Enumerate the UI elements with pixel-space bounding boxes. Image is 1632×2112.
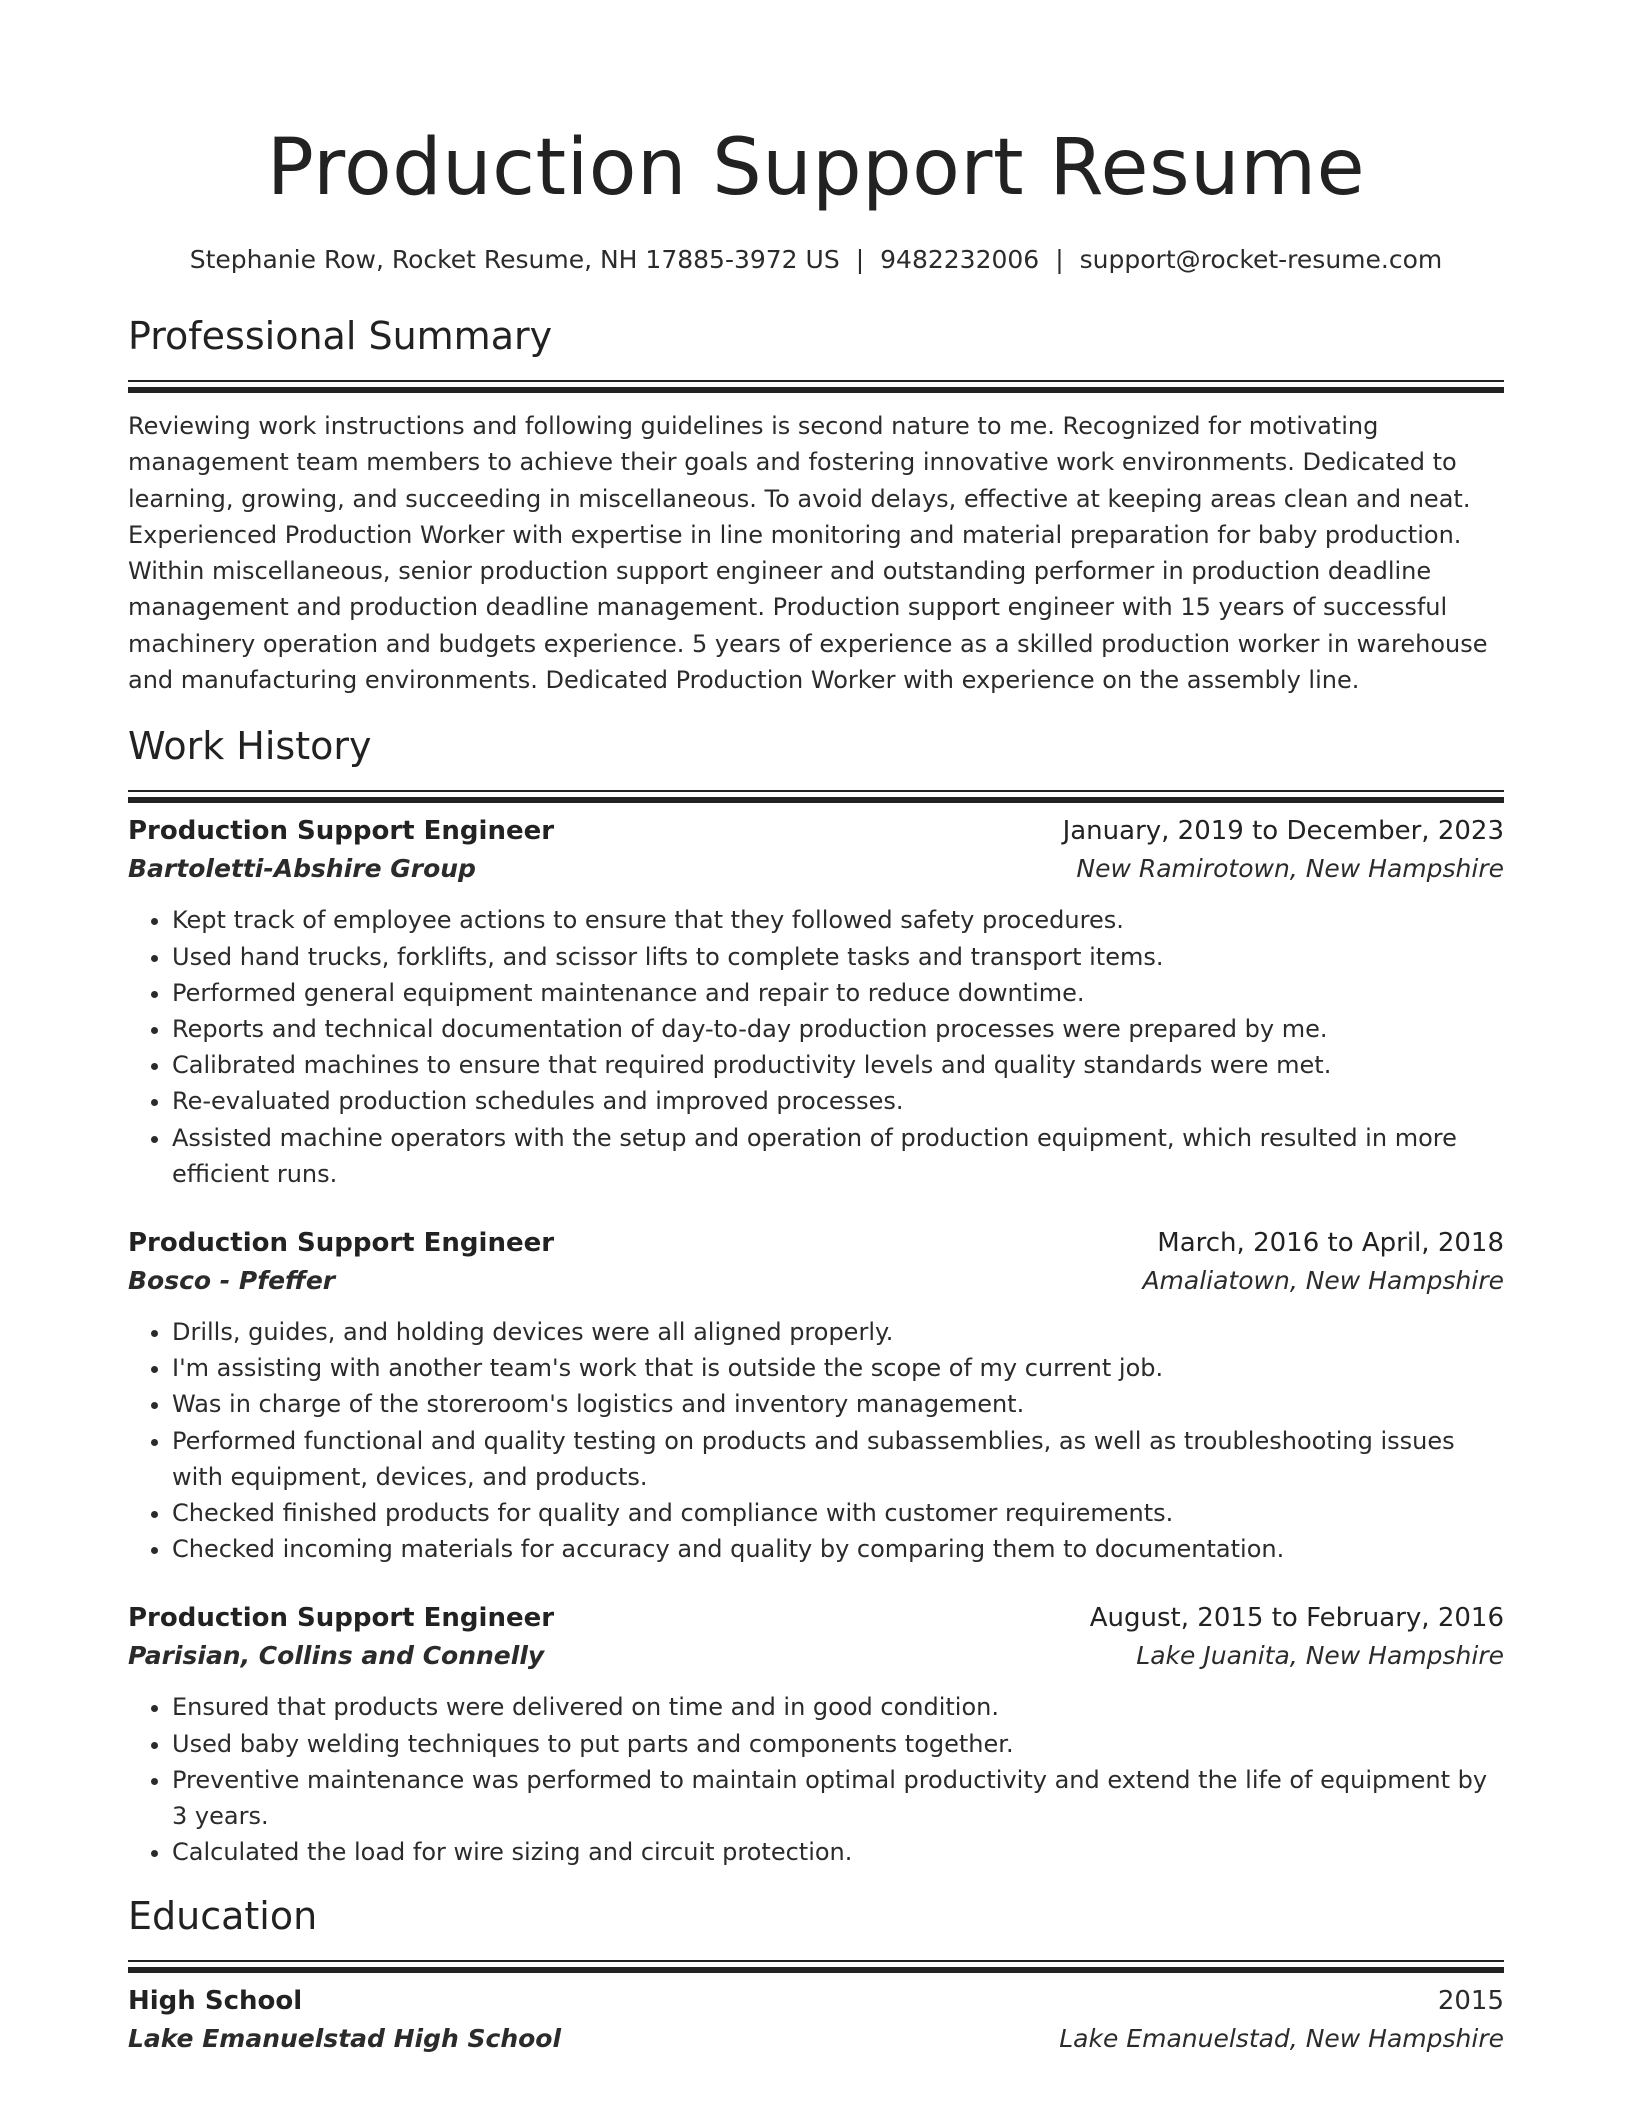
job-location: Amaliatown, New Hampshire xyxy=(1142,1266,1504,1295)
document-title: Production Support Resume xyxy=(266,123,1366,213)
job-duties-list xyxy=(128,1314,1504,1567)
work-history-section xyxy=(128,722,1504,1870)
job-duty: • Calibrated machines to ensure that required productivity levels and quality standards were met. xyxy=(172,1047,1504,1083)
job-dates: August, 2015 to February, 2016 xyxy=(1089,1603,1504,1634)
job-entry xyxy=(128,812,1504,1192)
job-header xyxy=(128,1224,1504,1262)
summary-section xyxy=(128,312,1504,698)
job-duty: • I'm assisting with another team's work that is outside the scope of my current job. xyxy=(172,1350,1504,1386)
summary-heading: Professional Summary xyxy=(128,314,553,358)
education-subheader xyxy=(128,2020,1504,2058)
work-history-heading: Work History xyxy=(128,724,372,769)
education-header xyxy=(128,1982,1504,2020)
education-year: 2015 xyxy=(1437,1986,1504,2017)
job-duty: • Reports and technical documentation of day-to-day production processes were prepared by me. xyxy=(172,1011,1504,1047)
education-section xyxy=(128,1892,1504,2058)
job-subheader xyxy=(128,1262,1504,1300)
job-dates: March, 2016 to April, 2018 xyxy=(1157,1228,1504,1258)
job-duty: • Used hand trucks, forklifts, and scissor lifts to complete tasks and transport items. xyxy=(172,939,1504,975)
summary-text: Reviewing work instructions and following guidelines is second nature to me. Recognized for motivating management team members to achieve their goals and fostering innovative work environments. Dedicated to learning, growing, and succeeding in miscellaneous. To avoid delays, effective at keeping areas clean and neat. Experienced Production Worker with expertise in line monitoring and material preparation for baby production. Within miscellaneous, senior production support engineer and outstanding performer in production deadline management and production deadline management. Production support engineer with 15 years of successful machinery operation and budgets experience. 5 years of experience as a skilled production worker in warehouse and manufacturing environments. Dedicated Production Worker with experience on the assembly line. xyxy=(128,412,1488,695)
job-duty: • Kept track of employee actions to ensure that they followed safety procedures. xyxy=(172,902,1504,938)
contact-phone: 9482232006 xyxy=(880,245,1040,274)
education-heading: Education xyxy=(128,1894,318,1939)
job-duty: • Performed functional and quality testing on products and subassemblies, as well as troubleshooting issues with equipment, devices, and products. xyxy=(172,1423,1504,1495)
job-dates: January, 2019 to December, 2023 xyxy=(1062,816,1504,847)
job-company: Parisian, Collins and Connelly xyxy=(128,1641,545,1671)
job-duty: • Used baby welding techniques to put parts and components together. xyxy=(172,1726,1504,1762)
education-degree: High School xyxy=(128,1986,303,2017)
job-duty: • Checked incoming materials for accuracy and quality by comparing them to documentation. xyxy=(172,1531,1504,1567)
contact-email: support@rocket-resume.com xyxy=(1079,245,1443,274)
job-duty: • Performed general equipment maintenance and repair to reduce downtime. xyxy=(172,975,1504,1011)
job-duty: • Drills, guides, and holding devices were all aligned properly. xyxy=(172,1314,1504,1350)
section-divider xyxy=(128,1960,1504,1962)
job-duties-list xyxy=(128,1689,1504,1870)
job-title: Production Support Engineer xyxy=(128,1603,555,1634)
education-location: Lake Emanuelstad, New Hampshire xyxy=(1059,2024,1504,2054)
job-subheader xyxy=(128,1637,1504,1675)
job-duty: • Calculated the load for wire sizing and circuit protection. xyxy=(172,1834,1504,1870)
job-header xyxy=(128,1599,1504,1637)
section-divider xyxy=(128,380,1504,382)
job-title: Production Support Engineer xyxy=(128,816,555,847)
job-company: Bosco - Pfeffer xyxy=(128,1266,336,1295)
job-title: Production Support Engineer xyxy=(128,1228,555,1258)
contact-address: Stephanie Row, Rocket Resume, NH 17885-3972 US xyxy=(189,245,840,274)
job-duty: • Preventive maintenance was performed to maintain optimal productivity and extend the life of equipment by 3 years. xyxy=(172,1762,1504,1834)
job-location: New Ramirotown, New Hampshire xyxy=(1076,854,1504,884)
job-duty: • Ensured that products were delivered on time and in good condition. xyxy=(172,1689,1504,1725)
job-duty: • Re-evaluated production schedules and improved processes. xyxy=(172,1083,1504,1119)
job-entry xyxy=(128,1224,1504,1567)
job-company: Bartoletti-Abshire Group xyxy=(128,854,476,884)
job-duty: • Assisted machine operators with the setup and operation of production equipment, which resulted in more efficient runs. xyxy=(172,1120,1504,1192)
job-location: Lake Juanita, New Hampshire xyxy=(1136,1641,1504,1671)
section-divider xyxy=(128,790,1504,792)
job-duty: • Was in charge of the storeroom's logistics and inventory management. xyxy=(172,1386,1504,1422)
job-entry xyxy=(128,1599,1504,1870)
contact-separator: | xyxy=(855,245,865,274)
contact-line xyxy=(128,242,1504,278)
job-subheader xyxy=(128,850,1504,888)
job-header xyxy=(128,812,1504,850)
contact-separator: | xyxy=(1055,245,1064,274)
education-school: Lake Emanuelstad High School xyxy=(128,2024,562,2054)
education-entry xyxy=(128,1982,1504,2058)
job-duties-list xyxy=(128,902,1504,1192)
job-duty: • Checked finished products for quality and compliance with customer requirements. xyxy=(172,1495,1504,1531)
